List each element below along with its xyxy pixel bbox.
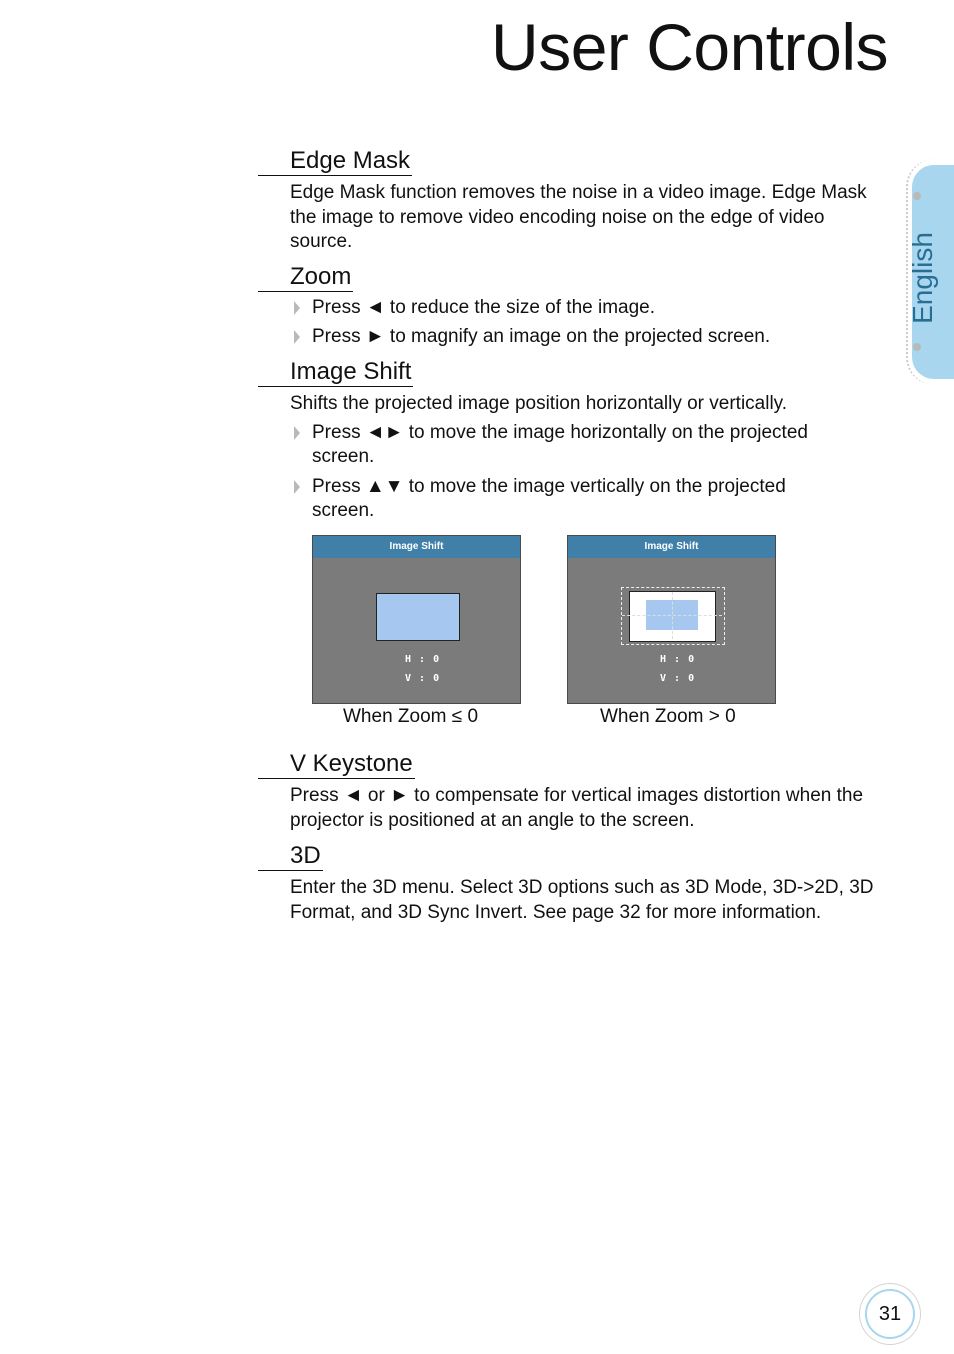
tab-dot-top xyxy=(913,192,921,200)
osd-h-value: H : 0 xyxy=(405,654,441,665)
osd-title-bar: Image Shift xyxy=(568,536,775,558)
bullet-arrow-icon xyxy=(294,480,300,494)
osd-preview-image xyxy=(376,593,460,641)
image-shift-description: Shifts the projected image position horizontally or vertically. xyxy=(290,393,788,414)
image-shift-bullet-1: Press ◄► to move the image horizontally on the projected screen. xyxy=(294,421,852,468)
tab-dot-bottom xyxy=(913,343,921,351)
bullet-arrow-icon xyxy=(294,330,300,344)
v-keystone-description: Press ◄ or ► to compensate for vertical images distortion when the projector is positioned at an angle to the screen. xyxy=(290,785,864,831)
bullet-arrow-icon xyxy=(294,426,300,440)
image-shift-bullet-2: Press ▲▼ to move the image vertically on the projected screen. xyxy=(294,475,852,522)
edge-mask-heading: Edge Mask xyxy=(258,147,412,176)
figure-caption-zoom-le-0: When Zoom ≤ 0 xyxy=(343,706,479,727)
osd-v-value: V : 0 xyxy=(405,673,441,684)
page-number: 31 xyxy=(865,1289,915,1339)
v-keystone-heading: V Keystone xyxy=(258,750,415,779)
osd-guide-horizontal xyxy=(622,615,722,616)
page-title: User Controls xyxy=(491,10,888,84)
zoom-bullet-2: Press ► to magnify an image on the projected screen. xyxy=(294,325,902,349)
image-shift-heading: Image Shift xyxy=(258,358,413,387)
osd-image-shift-zoom-out xyxy=(312,535,521,704)
figure-caption-zoom-gt-0: When Zoom > 0 xyxy=(600,706,736,727)
side-tab-label: English xyxy=(907,232,938,324)
three-d-heading: 3D xyxy=(258,842,323,871)
osd-image-shift-zoom-in xyxy=(567,535,776,704)
osd-title-bar: Image Shift xyxy=(313,536,520,558)
bullet-arrow-icon xyxy=(294,301,300,315)
three-d-description: Enter the 3D menu. Select 3D options such as 3D Mode, 3D->2D, 3D Format, and 3D Sync Invert. See page 32 for more information. xyxy=(290,877,874,923)
osd-v-value: V : 0 xyxy=(660,673,696,684)
zoom-bullet-1: Press ◄ to reduce the size of the image. xyxy=(294,296,902,320)
edge-mask-description: Edge Mask function removes the noise in a video image. Edge Mask the image to remove video encoding noise on the edge of video source. xyxy=(290,182,867,252)
osd-h-value: H : 0 xyxy=(660,654,696,665)
zoom-heading: Zoom xyxy=(258,263,353,292)
